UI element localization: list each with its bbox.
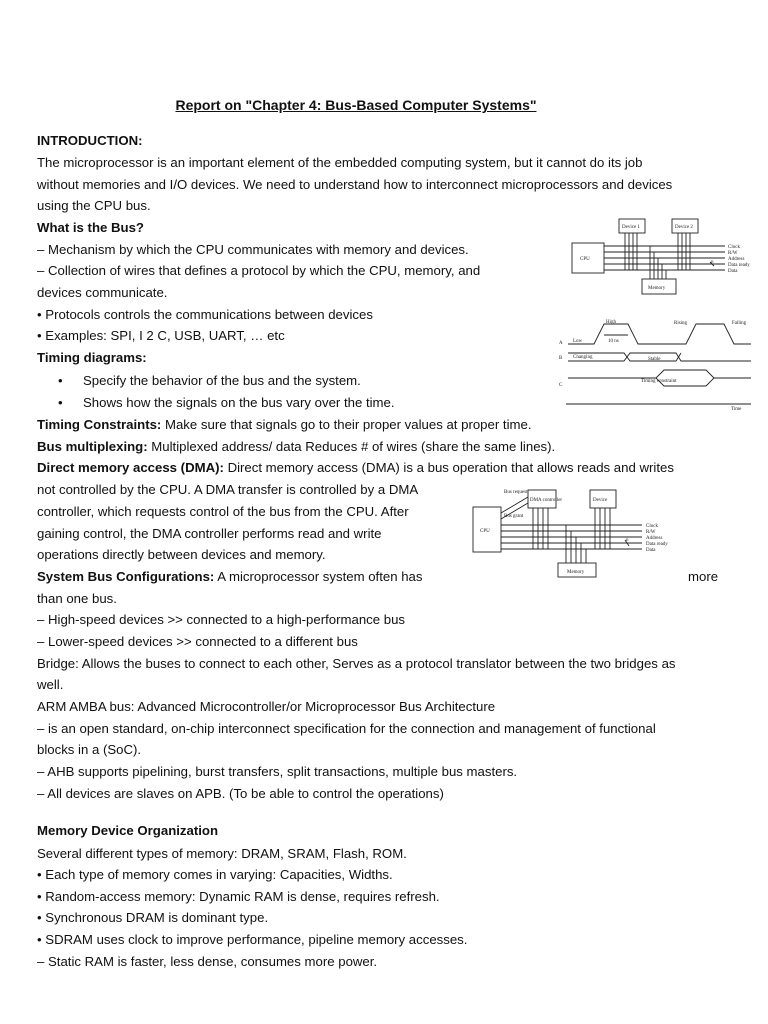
bus-heading: What is the Bus? bbox=[37, 220, 144, 235]
signal-label: R/W bbox=[728, 251, 738, 256]
sysbus-line: Bridge: Allows the buses to connect to each other, Serves as a protocol translator between the two bridges as bbox=[37, 656, 676, 671]
dma-line: Direct memory access (DMA): Direct memory access (DMA) is a bus operation that allows reads and writes bbox=[37, 460, 674, 475]
dma-controller-label: DMA controller bbox=[530, 498, 563, 503]
cpu-label: CPU bbox=[480, 529, 490, 534]
memory-line: Several different types of memory: DRAM, SRAM, Flash, ROM. bbox=[37, 846, 407, 861]
memory-line: • Each type of memory comes in varying: Capacities, Widths. bbox=[37, 867, 393, 882]
bus-line: • Protocols controls the communications between devices bbox=[37, 307, 373, 322]
sysbus-line: – is an open standard, on-chip interconnect specification for the connection and management of functional bbox=[37, 721, 656, 736]
bus-mux-line: Bus multiplexing: Multiplexed address/ data Reduces # of wires (share the same lines). bbox=[37, 439, 556, 454]
intro-heading: INTRODUCTION: bbox=[37, 133, 143, 148]
stable-label: Stable bbox=[648, 357, 661, 362]
sysbus-tail: more bbox=[688, 569, 719, 584]
cpu-label: CPU bbox=[580, 257, 590, 262]
device1-label: Device 1 bbox=[622, 225, 640, 230]
dma-line: not controlled by the CPU. A DMA transfer is controlled by a DMA bbox=[37, 482, 419, 497]
signal-label: R/W bbox=[646, 530, 656, 535]
bus-line: devices communicate. bbox=[37, 285, 168, 300]
signal-label: Data bbox=[646, 548, 656, 553]
bus-line: – Collection of wires that defines a protocol by which the CPU, memory, and bbox=[37, 263, 481, 278]
memory-line: – Static RAM is faster, less dense, consumes more power. bbox=[37, 954, 378, 969]
sysbus-line: – All devices are slaves on APB. (To be able to control the operations) bbox=[37, 786, 444, 801]
row-label: B bbox=[559, 356, 563, 361]
bus-line: • Examples: SPI, I 2 C, USB, UART, … etc bbox=[37, 328, 285, 343]
changing-label: Changing bbox=[573, 355, 593, 360]
timing-heading: Timing diagrams: bbox=[37, 350, 147, 365]
memory-line: • SDRAM uses clock to improve performance, pipeline memory accesses. bbox=[37, 932, 468, 947]
memory-label: Memory bbox=[648, 286, 666, 291]
sysbus-line: well. bbox=[37, 677, 64, 692]
row-label: C bbox=[559, 383, 563, 388]
intro-line: using the CPU bus. bbox=[37, 198, 151, 213]
sysbus-line: than one bus. bbox=[37, 591, 117, 606]
bus-request-label: Bus request bbox=[504, 490, 528, 495]
dma-line: operations directly between devices and memory. bbox=[37, 547, 326, 562]
signal-label: Data ready bbox=[646, 542, 668, 547]
rising-label: Rising bbox=[674, 321, 688, 326]
bus-line: – Mechanism by which the CPU communicates with memory and devices. bbox=[37, 242, 469, 257]
signal-label: Data bbox=[728, 269, 738, 274]
memory-heading: Memory Device Organization bbox=[37, 823, 219, 838]
device2-label: Device 2 bbox=[675, 225, 693, 230]
high-label: High bbox=[606, 320, 616, 325]
timing-diagram bbox=[556, 312, 761, 412]
row-label: A bbox=[559, 341, 563, 346]
falling-label: Falling bbox=[732, 321, 747, 326]
sysbus-line: – Lower-speed devices >> connected to a different bus bbox=[37, 634, 358, 649]
constraint-label: Timing constraint bbox=[641, 379, 677, 384]
signal-label: Clock bbox=[728, 245, 740, 250]
sysbus-line: – AHB supports pipelining, burst transfers, split transactions, multiple bus masters. bbox=[37, 764, 518, 779]
intro-line: The microprocessor is an important element of the embedded computing system, but it cannot do its job bbox=[37, 155, 643, 170]
page-title: Report on "Chapter 4: Bus-Based Computer Systems" bbox=[175, 97, 537, 113]
timing-bullet: • Specify the behavior of the bus and the system. bbox=[58, 373, 361, 388]
ns-label: 10 ns bbox=[608, 339, 619, 344]
dma-line: controller, which requests control of the bus from the CPU. After bbox=[37, 504, 409, 519]
time-label: Time bbox=[731, 407, 742, 412]
timing-bullet: • Shows how the signals on the bus vary over the time. bbox=[58, 395, 395, 410]
signal-label: Data ready bbox=[728, 263, 750, 268]
bus-diagram bbox=[565, 213, 765, 299]
dma-line: gaining control, the DMA controller performs read and write bbox=[37, 526, 382, 541]
memory-label: Memory bbox=[567, 570, 585, 575]
signal-label: Address bbox=[728, 257, 745, 262]
sysbus-line: ARM AMBA bus: Advanced Microcontroller/or Microprocessor Bus Architecture bbox=[37, 699, 496, 714]
memory-line: • Random-access memory: Dynamic RAM is dense, requires refresh. bbox=[37, 889, 440, 904]
memory-line: • Synchronous DRAM is dominant type. bbox=[37, 910, 269, 925]
bus-grant-label: Bus grant bbox=[504, 514, 524, 519]
device-label: Device bbox=[593, 498, 608, 503]
sysbus-line: – High-speed devices >> connected to a high-performance bus bbox=[37, 612, 406, 627]
sysbus-line: System Bus Configurations: A microprocessor system often has bbox=[37, 569, 423, 584]
timing-constraints-line: Timing Constraints: Make sure that signals go to their proper values at proper time. bbox=[37, 417, 532, 432]
bus-width-label: n bbox=[626, 538, 629, 543]
low-label: Low bbox=[573, 339, 583, 344]
sysbus-line: blocks in a (SoC). bbox=[37, 742, 142, 757]
signal-label: Clock bbox=[646, 524, 658, 529]
dma-diagram bbox=[470, 485, 682, 581]
bus-width-label: n bbox=[711, 260, 714, 265]
intro-line: without memories and I/O devices. We need to understand how to interconnect microprocessors and devices bbox=[37, 177, 673, 192]
signal-label: Address bbox=[646, 536, 663, 541]
